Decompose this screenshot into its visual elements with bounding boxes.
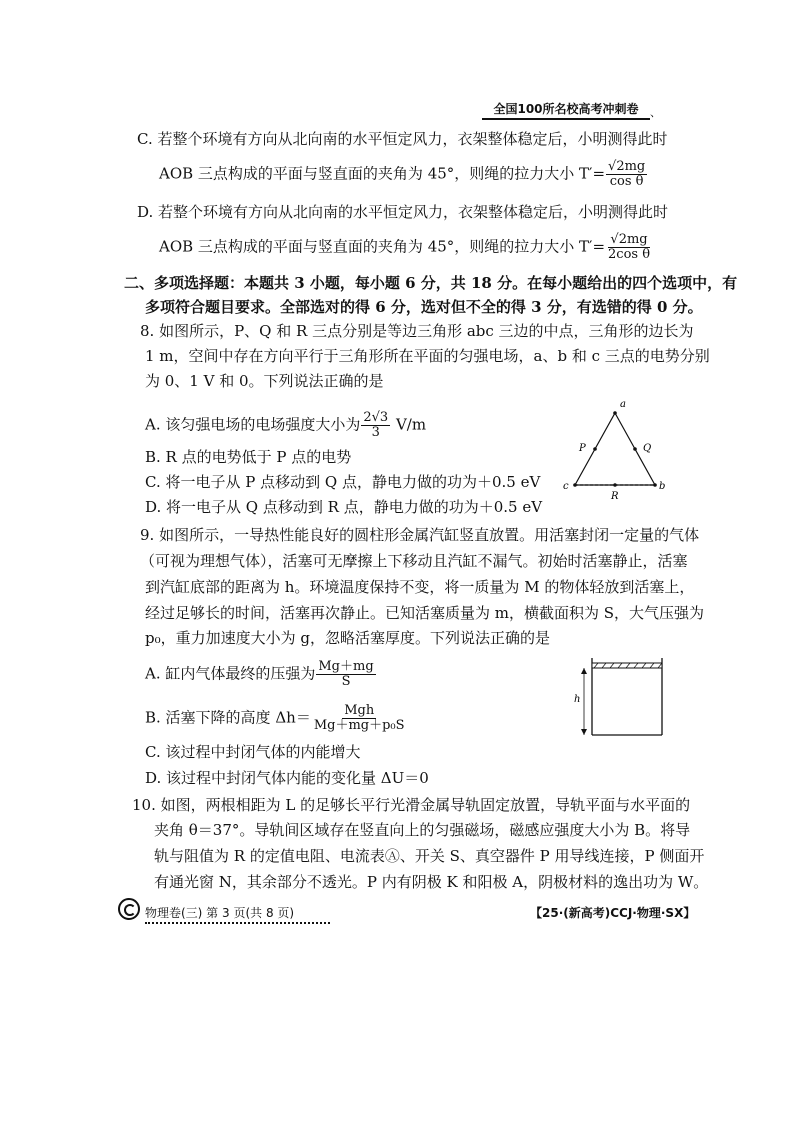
- q9-b-numerator: Mgh: [344, 703, 375, 718]
- q9-option-b-text: B. 活塞下降的高度 Δh＝: [145, 708, 311, 727]
- q7-d-denominator: 2cos θ: [608, 247, 651, 262]
- q7-c-denominator: cos θ: [609, 174, 644, 189]
- label-b: b: [659, 481, 666, 492]
- q8-stem-line3: 为 0、1 V 和 0。下列说法正确的是: [145, 372, 384, 390]
- q10-stem-line2: 夹角 θ＝37°。导轨间区域存在竖直向上的匀强磁场，磁感应强度大小为 B。将导: [154, 821, 691, 839]
- point-a: [613, 411, 617, 415]
- q7-option-c-line2: [159, 160, 648, 189]
- q8-stem-line1: 8. 如图所示，P、Q 和 R 三点分别是等边三角形 abc 三边的中点，三角形的边长为: [140, 322, 694, 340]
- header-tail-mark: 、: [650, 106, 661, 119]
- q7-option-d-line2: [159, 233, 653, 262]
- height-label: h: [574, 694, 581, 705]
- q8-option-a-text: A. 该匀强电场的电场强度大小为: [145, 415, 361, 434]
- q8-option-c: C. 将一电子从 P 点移动到 Q 点，静电力做的功为＋0.5 eV: [145, 473, 541, 491]
- q8-stem-line2: 1 m，空间中存在方向平行于三角形所在平面的匀强电场，a、b 和 c 三点的电势分别: [145, 347, 710, 365]
- q9-option-a-text: A. 缸内气体最终的压强为: [145, 664, 316, 683]
- q9-stem-line3: 到汽缸底部的距离为 h。环境温度保持不变，将一质量为 M 的物体轻放到活塞上，: [145, 578, 695, 596]
- footer-page-info: 物理卷(三) 第 3 页(共 8 页): [145, 906, 295, 920]
- q8-option-a-fraction: [361, 411, 390, 440]
- label-c: c: [563, 481, 569, 492]
- header-title: 全国100所名校高考冲刺卷: [482, 102, 650, 120]
- point-b: [653, 483, 657, 487]
- q8-option-a-unit: V/m: [391, 415, 427, 434]
- q10-stem-line4: 有通光窗 N，其余部分不透光。P 内有阴极 K 和阳极 A，阴极材料的逸出功为 W。: [154, 873, 709, 891]
- q8-option-b: B. R 点的电势低于 P 点的电势: [145, 448, 352, 466]
- publisher-logo-icon: [118, 898, 140, 920]
- q8-option-d: D. 将一电子从 Q 点移动到 R 点，静电力做的功为＋0.5 eV: [145, 498, 543, 516]
- q7-option-c-fraction: [606, 160, 647, 189]
- section2-heading-line1: 二、多项选择题：本题共 3 小题，每小题 6 分，共 18 分。在每小题给出的四个选项中，有: [124, 274, 738, 292]
- q9-a-numerator: Mg＋mg: [318, 659, 374, 674]
- q9-option-b: [145, 704, 408, 733]
- point-p: [593, 447, 597, 451]
- q7-option-d-line1: D. 若整个环境有方向从北向南的水平恒定风力，衣架整体稳定后，小明测得此时: [137, 203, 669, 221]
- q9-stem-line2: （可视为理想气体），活塞可无摩擦上下移动且汽缸不漏气。初始时活塞静止，活塞: [140, 552, 688, 570]
- footer-wavy-underline: [145, 918, 330, 924]
- q9-stem-line5: p₀，重力加速度大小为 g，忽略活塞厚度。下列说法正确的是: [145, 629, 550, 647]
- q8-a-denominator: 3: [371, 425, 380, 440]
- triangle-figure: [555, 395, 675, 505]
- q9-option-b-fraction: [312, 704, 407, 733]
- q8-option-a: [145, 411, 426, 440]
- q7-d-numerator: √2mg: [610, 232, 648, 247]
- point-r: [613, 483, 617, 487]
- q7-c-numerator: √2mg: [608, 159, 646, 174]
- q7-option-c-text: AOB 三点构成的平面与竖直面的夹角为 45°，则绳的拉力大小 T′=: [159, 164, 606, 183]
- q9-b-denominator: Mg＋mg＋p₀S: [313, 718, 405, 733]
- q9-option-a-fraction: [316, 660, 375, 689]
- footer-code: 【25·(新高考)CCJ·物理·SX】: [530, 906, 696, 920]
- label-p: P: [579, 443, 586, 454]
- height-arrow-bottom: [581, 729, 587, 735]
- q7-option-d-fraction: [606, 233, 652, 262]
- q9-option-d: D. 该过程中封闭气体内能的变化量 ΔU＝0: [145, 769, 429, 787]
- q7-option-d-text: AOB 三点构成的平面与竖直面的夹角为 45°，则绳的拉力大小 T′=: [159, 237, 606, 256]
- q9-option-a: [145, 660, 377, 689]
- label-q: Q: [643, 443, 652, 454]
- height-arrow-top: [581, 668, 587, 674]
- q10-stem-line1: 10. 如图，两根相距为 L 的足够长平行光滑金属导轨固定放置，导轨平面与水平面的: [132, 796, 691, 814]
- q9-stem-line4: 经过足够长的时间，活塞再次静止。已知活塞质量为 m，横截面积为 S，大气压强为: [145, 604, 705, 622]
- q10-stem-line3: 轨与阻值为 R 的定值电阻、电流表Ⓐ、开关 S、真空器件 P 用导线连接，P 侧面开: [154, 847, 705, 865]
- label-r: R: [611, 491, 619, 502]
- point-q: [633, 447, 637, 451]
- cylinder-figure: [570, 650, 670, 740]
- q9-a-denominator: S: [341, 674, 351, 689]
- q7-option-c-line1: C. 若整个环境有方向从北向南的水平恒定风力，衣架整体稳定后，小明测得此时: [137, 130, 668, 148]
- label-a: a: [620, 399, 626, 410]
- section2-heading-line2: 多项符合题目要求。全部选对的得 6 分，选对但不全的得 3 分，有选错的得 0 分。: [145, 298, 703, 316]
- q8-a-numerator: 2√3: [363, 410, 389, 425]
- point-c: [573, 483, 577, 487]
- q9-option-c: C. 该过程中封闭气体的内能增大: [145, 743, 361, 761]
- q9-stem-line1: 9. 如图所示，一导热性能良好的圆柱形金属汽缸竖直放置。用活塞封闭一定量的气体: [140, 526, 700, 544]
